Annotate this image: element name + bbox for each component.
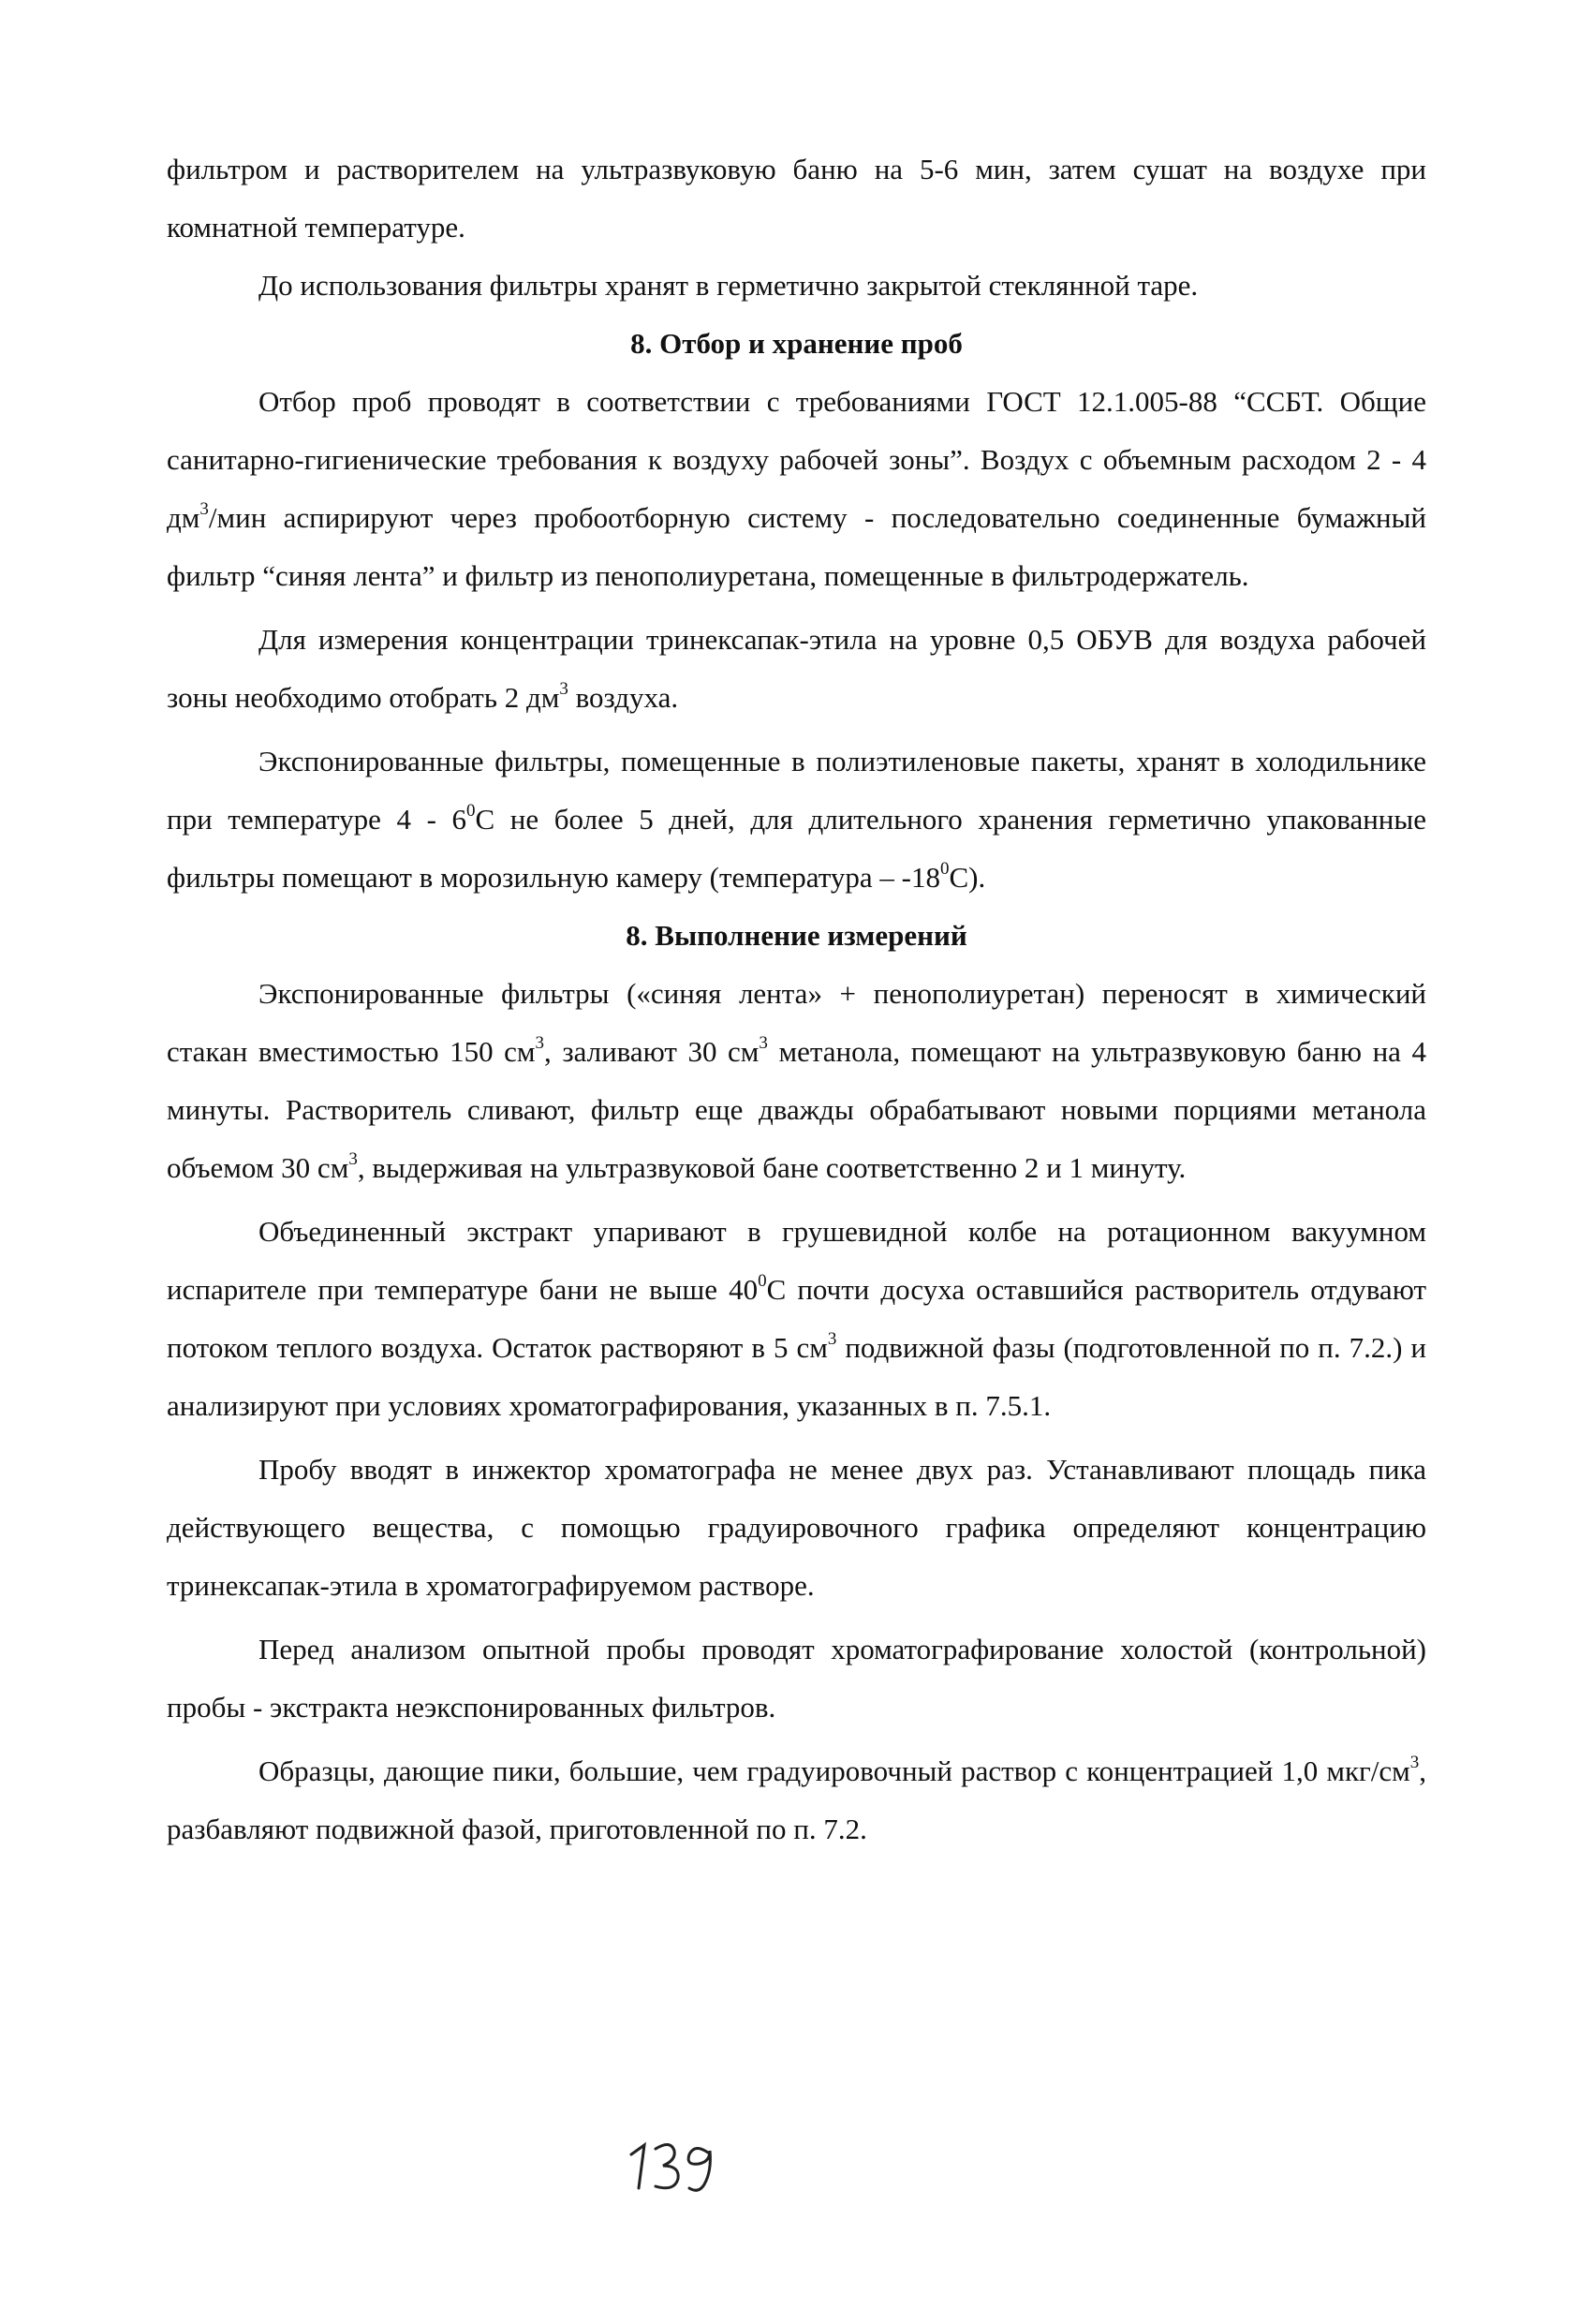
paragraph-sampling-volume	[167, 611, 1426, 727]
paragraph-sample-storage	[167, 733, 1426, 907]
superscript: 3	[199, 498, 209, 519]
volume-text-2: воздуха.	[568, 681, 679, 714]
dilution-text-1: Образцы, дающие пики, большие, чем градуировочный раствор с концентрацией 1,0 мкг/см	[258, 1754, 1410, 1787]
volume-text-1: Для измерения концентрации тринексапак-этила на уровне 0,5 ОБУВ для воздуха рабочей зоны необходимо отобрать 2 дм	[167, 623, 1426, 714]
superscript: 3	[559, 678, 568, 699]
sampling-text-1: Отбор проб проводят в соответствии с требованиями ГОСТ 12.1.005-88 “ССБТ. Общие санитарно-гигиенические требования к воздуху рабочей зоны”. Воздух с объемным расходом 2 - 4 дм	[167, 385, 1426, 534]
storage-text-2: С не более 5 дней, для длительного хранения герметично упакованные фильтры помещают в морозильную камеру (температура – -18	[167, 803, 1426, 894]
storage-text-3: С).	[949, 861, 986, 894]
evaporation-text-1: Объединенный экстракт упаривают в грушевидной колбе на ротационном вакуумном испарителе при температуре бани не выше 40	[167, 1215, 1426, 1306]
superscript: 3	[827, 1328, 837, 1349]
extraction-text-1: Экспонированные фильтры («синяя лента» + пенополиуретан) переносят в химический стакан вместимостью 150 см	[167, 977, 1426, 1068]
paragraph-dilution	[167, 1742, 1426, 1858]
paragraph-sampling-procedure	[167, 373, 1426, 605]
superscript: 3	[348, 1148, 358, 1169]
sampling-text-2: /мин аспирируют через пробоотборную систему - последовательно соединенные бумажный фильтр “синяя лента” и фильтр из пенополиуретана, помещенные в фильтродержатель.	[167, 501, 1426, 592]
paragraph-blank-sample: Перед анализом опытной пробы проводят хроматографирование холостой (контрольной) пробы - экстракта неэкспонированных фильтров.	[167, 1633, 1426, 1724]
document-page	[167, 141, 1426, 1858]
superscript: 3	[1409, 1752, 1420, 1772]
page-number-glyphs	[618, 2134, 730, 2199]
extraction-text-2: , заливают 30 см	[544, 1035, 760, 1068]
extraction-text-3: метанола, помещают на ультразвуковую баню на 4 минуты. Растворитель сливают, фильтр еще дважды обрабатывают новыми порциями метанола объемом 30 см	[167, 1035, 1426, 1184]
paragraph-injection: Пробу вводят в инжектор хроматографа не менее двух раз. Устанавливают площадь пика действующего вещества, с помощью градуировочного графика определяют концентрацию тринексапак-этила в хроматографируемом растворе.	[167, 1453, 1426, 1602]
section-heading-sampling: 8. Отбор и хранение проб	[630, 327, 963, 360]
superscript: 3	[759, 1032, 768, 1053]
paragraph-filter-cleaning: фильтром и растворителем на ультразвуковую баню на 5-6 мин, затем сушат на воздухе при комнатной температуре.	[167, 153, 1426, 244]
section-heading-measurements: 8. Выполнение измерений	[626, 919, 967, 952]
paragraph-evaporation	[167, 1203, 1426, 1435]
evaporation-text-3: подвижной фазы (подготовленной по п. 7.2.) и анализируют при условиях хроматографирования, указанных в п. 7.5.1.	[167, 1331, 1427, 1422]
dilution-text-2: , разбавляют подвижной фазой, приготовленной по п. 7.2.	[167, 1754, 1426, 1845]
extraction-text-4: , выдерживая на ультразвуковой бане соответственно 2 и 1 минуту.	[357, 1151, 1187, 1184]
superscript: 0	[939, 858, 950, 879]
superscript: 0	[758, 1270, 767, 1291]
paragraph-filter-storage: До использования фильтры хранят в герметично закрытой стеклянной таре.	[258, 269, 1199, 302]
superscript: 3	[535, 1032, 545, 1053]
storage-text-1: Экспонированные фильтры, помещенные в полиэтиленовые пакеты, хранят в холодильнике при температуре 4 - 6	[167, 745, 1426, 836]
evaporation-text-2: С почти досуха оставшийся растворитель отдувают потоком теплого воздуха. Остаток растворяют в 5 см	[167, 1273, 1426, 1364]
paragraph-extraction	[167, 965, 1426, 1197]
superscript: 0	[466, 800, 476, 821]
handwritten-page-number	[618, 2134, 730, 2199]
